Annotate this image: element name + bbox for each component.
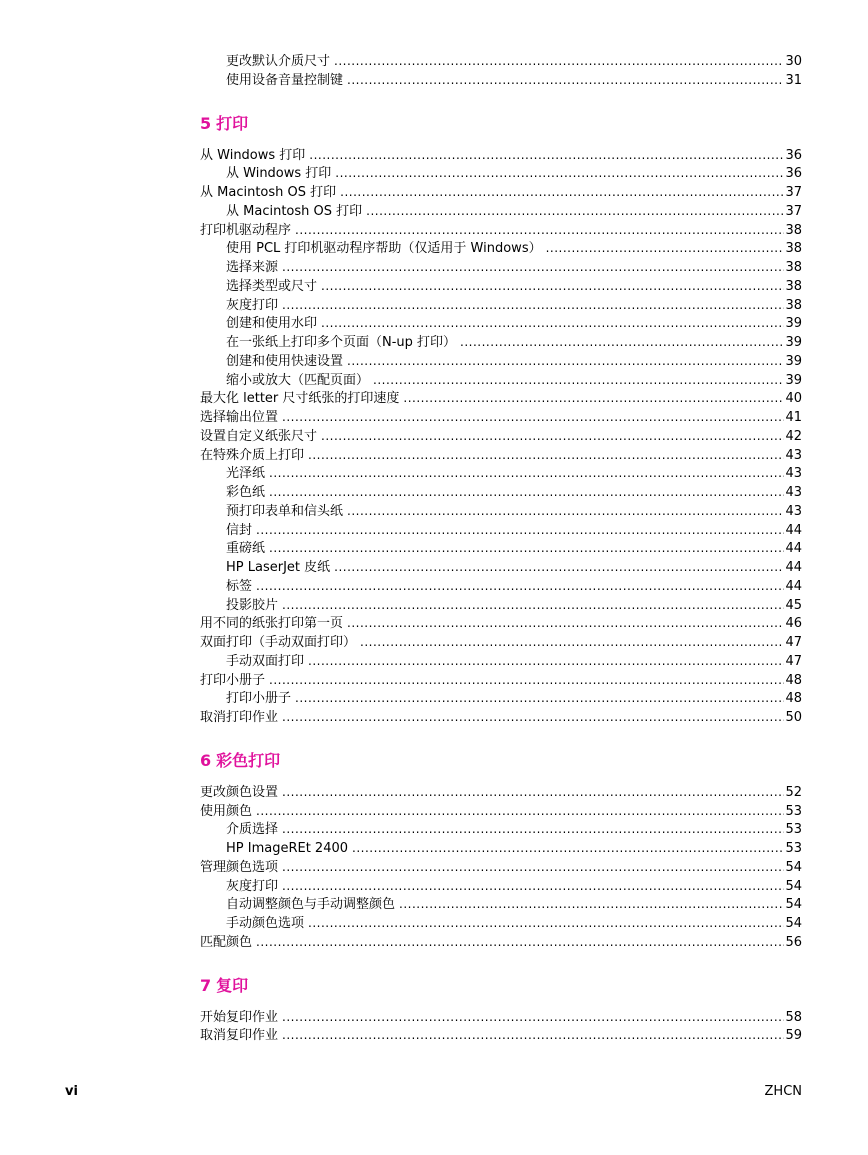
toc-entry[interactable] xyxy=(200,539,802,558)
toc-entry[interactable] xyxy=(200,446,802,465)
toc-entry-page: 39 xyxy=(785,353,802,369)
toc-entry-title: 手动双面打印 xyxy=(226,653,305,669)
dot-leader xyxy=(269,539,784,558)
toc-entry-page: 43 xyxy=(785,466,802,482)
toc-entry[interactable] xyxy=(200,146,802,165)
toc-entry-page: 53 xyxy=(785,822,802,838)
toc-entry-title: 灰度打印 xyxy=(226,297,279,313)
toc-entry-title: 投影胶片 xyxy=(226,597,279,613)
toc-entry-page: 39 xyxy=(785,335,802,350)
toc-entry-page: 38 xyxy=(785,297,802,313)
toc-entry-title: 最大化 letter 尺寸纸张的打印速度 xyxy=(200,391,400,407)
toc-entry[interactable] xyxy=(200,783,802,802)
toc-entry[interactable] xyxy=(200,633,802,652)
dot-leader xyxy=(282,596,784,615)
toc-entry[interactable] xyxy=(200,164,802,183)
toc-entry-title: 更改默认介质尺寸 xyxy=(226,54,331,69)
toc-entry[interactable] xyxy=(200,202,802,221)
toc-entry-page: 56 xyxy=(785,934,802,950)
dot-leader xyxy=(334,52,784,71)
toc-entry-page: 37 xyxy=(785,185,802,200)
dot-leader xyxy=(282,258,784,277)
toc-entry[interactable] xyxy=(200,1026,802,1045)
toc-entry-title: 缩小或放大（匹配页面） xyxy=(226,372,370,388)
toc-entry-page: 36 xyxy=(785,147,802,163)
toc-entry[interactable] xyxy=(200,502,802,521)
dot-leader xyxy=(269,671,784,690)
toc-entry[interactable] xyxy=(200,1008,802,1027)
toc-entry[interactable] xyxy=(200,914,802,933)
toc-entry-page: 54 xyxy=(785,916,802,931)
toc-entry-page: 38 xyxy=(785,222,802,238)
toc-entry-page: 53 xyxy=(785,803,802,819)
toc-entry[interactable] xyxy=(200,877,802,896)
toc-entry[interactable] xyxy=(200,183,802,202)
toc-entry[interactable] xyxy=(200,333,802,352)
toc-entry-page: 36 xyxy=(785,166,802,182)
toc-entry-title: 取消复印作业 xyxy=(200,1028,279,1044)
toc-entry[interactable] xyxy=(200,314,802,333)
dot-leader xyxy=(347,502,784,521)
toc-entry-title: 创建和使用快速设置 xyxy=(226,353,344,369)
toc-entry[interactable] xyxy=(200,708,802,727)
chapter-title: 彩色打印 xyxy=(216,750,281,770)
toc-entry-page: 47 xyxy=(785,635,802,650)
toc-entry-page: 39 xyxy=(785,372,802,388)
toc-entry-page: 45 xyxy=(785,597,802,613)
toc-entry-title: 用不同的纸张打印第一页 xyxy=(200,616,344,632)
toc-entry[interactable] xyxy=(200,933,802,952)
toc-entry-title: 创建和使用水印 xyxy=(226,316,318,332)
dot-leader xyxy=(282,408,784,427)
dot-leader xyxy=(403,389,784,408)
dot-leader xyxy=(399,895,784,914)
dot-leader xyxy=(282,877,784,896)
toc-entry-page: 54 xyxy=(785,859,802,875)
chapter-heading[interactable] xyxy=(200,976,802,995)
toc-entry-page: 40 xyxy=(785,391,802,407)
dot-leader xyxy=(340,183,784,202)
toc-entry-page: 38 xyxy=(785,278,802,294)
toc-entry-title: 从 Macintosh OS 打印 xyxy=(226,203,363,219)
dot-leader xyxy=(309,146,784,165)
toc-entry-title: 开始复印作业 xyxy=(200,1009,279,1025)
toc-entry-page: 38 xyxy=(785,260,802,275)
dot-leader xyxy=(308,446,784,465)
toc-entry[interactable] xyxy=(200,577,802,596)
toc-entry-page: 43 xyxy=(785,485,802,500)
toc-entry[interactable] xyxy=(200,427,802,446)
dot-leader xyxy=(295,689,784,708)
chapter-heading[interactable] xyxy=(200,751,802,770)
dot-leader xyxy=(321,427,784,446)
toc-entry-page: 37 xyxy=(785,203,802,219)
toc-entry-page: 43 xyxy=(785,447,802,463)
toc-entry-title: 选择来源 xyxy=(226,260,279,275)
toc-entry-page: 44 xyxy=(785,522,802,538)
toc-entry[interactable] xyxy=(200,839,802,858)
toc-entry-title: 灰度打印 xyxy=(226,878,279,894)
toc-entry-title: 使用颜色 xyxy=(200,803,253,819)
language-code: ZHCN xyxy=(764,1084,802,1099)
lead-entries xyxy=(200,52,802,90)
page-footer xyxy=(65,1083,802,1101)
toc-entry-page: 46 xyxy=(785,616,802,632)
toc-entry[interactable] xyxy=(200,52,802,71)
toc-entry[interactable] xyxy=(200,652,802,671)
toc-entry[interactable] xyxy=(200,820,802,839)
dot-leader xyxy=(282,1008,784,1027)
dot-leader xyxy=(347,614,784,633)
dot-leader xyxy=(269,483,784,502)
toc-entry[interactable] xyxy=(200,858,802,877)
toc-entry[interactable] xyxy=(200,558,802,577)
toc-entry-page: 58 xyxy=(785,1009,802,1025)
toc-entry-page: 50 xyxy=(785,710,802,725)
dot-leader xyxy=(256,933,784,952)
dot-leader xyxy=(256,521,784,540)
toc-entry-title: 选择输出位置 xyxy=(200,410,279,425)
dot-leader xyxy=(256,577,784,596)
toc-entry-page: 44 xyxy=(785,541,802,557)
toc-entry[interactable] xyxy=(200,895,802,914)
toc-entry-page: 54 xyxy=(785,878,802,894)
toc-entry[interactable] xyxy=(200,71,802,90)
dot-leader xyxy=(256,802,784,821)
toc-entry-title: 取消打印作业 xyxy=(200,710,279,725)
toc-entry-title: 彩色纸 xyxy=(226,485,266,500)
toc-entry-title: 信封 xyxy=(226,522,253,538)
toc-entry[interactable] xyxy=(200,239,802,258)
toc-entry-title: 匹配颜色 xyxy=(200,934,253,950)
dot-leader xyxy=(360,633,784,652)
toc-entry-title: 使用 PCL 打印机驱动程序帮助（仅适用于 Windows） xyxy=(226,241,542,257)
dot-leader xyxy=(308,914,784,933)
toc-entry-page: 42 xyxy=(785,428,802,444)
chapter-section xyxy=(200,751,802,952)
chapter-section xyxy=(200,976,802,1046)
toc-entry[interactable] xyxy=(200,521,802,540)
toc-entry-page: 43 xyxy=(785,503,802,519)
toc-entry-page: 41 xyxy=(785,410,802,425)
toc-entry-title: 标签 xyxy=(226,578,253,594)
table-of-contents xyxy=(200,52,802,1045)
toc-entry[interactable] xyxy=(200,408,802,427)
toc-entry-page: 52 xyxy=(785,784,802,800)
toc-entry[interactable] xyxy=(200,389,802,408)
toc-entry-title: 更改颜色设置 xyxy=(200,784,279,800)
page-number: vi xyxy=(65,1084,78,1099)
dot-leader xyxy=(546,239,785,258)
toc-entry-title: 双面打印（手动双面打印） xyxy=(200,635,357,650)
chapter-number: 6 xyxy=(200,750,212,770)
toc-entry-title: 从 Macintosh OS 打印 xyxy=(200,185,337,200)
dot-leader xyxy=(269,464,784,483)
chapter-number: 5 xyxy=(200,113,212,133)
toc-entry-title: 管理颜色选项 xyxy=(200,859,279,875)
dot-leader xyxy=(282,1026,784,1045)
dot-leader xyxy=(334,558,784,577)
dot-leader xyxy=(460,333,784,352)
toc-entry-title: 介质选择 xyxy=(226,822,279,838)
chapter-title: 复印 xyxy=(216,975,249,995)
toc-entry-title: 在一张纸上打印多个页面（N-up 打印） xyxy=(226,335,457,350)
toc-entry[interactable] xyxy=(200,352,802,371)
toc-entry-title: 从 Windows 打印 xyxy=(226,166,332,182)
dot-leader xyxy=(282,858,784,877)
dot-leader xyxy=(282,820,784,839)
toc-entry-title: HP LaserJet 皮纸 xyxy=(226,560,331,575)
chapter-number: 7 xyxy=(200,975,212,995)
toc-entry-page: 54 xyxy=(785,897,802,913)
toc-entry[interactable] xyxy=(200,464,802,483)
toc-entry-title: 选择类型或尺寸 xyxy=(226,278,318,294)
toc-entry[interactable] xyxy=(200,221,802,240)
toc-entry-title: 自动调整颜色与手动调整颜色 xyxy=(226,897,396,913)
chapter-title: 打印 xyxy=(216,113,249,133)
toc-entry[interactable] xyxy=(200,614,802,633)
toc-entry-page: 38 xyxy=(785,241,802,257)
toc-entry-title: 使用设备音量控制键 xyxy=(226,72,344,88)
toc-entry-page: 48 xyxy=(785,672,802,688)
toc-entry-title: 从 Windows 打印 xyxy=(200,147,306,163)
dot-leader xyxy=(295,221,784,240)
toc-entry-page: 30 xyxy=(785,54,802,69)
dot-leader xyxy=(308,652,784,671)
chapter-section xyxy=(200,114,802,727)
toc-entry[interactable] xyxy=(200,596,802,615)
toc-entry[interactable] xyxy=(200,371,802,390)
toc-entry-title: 设置自定义纸张尺寸 xyxy=(200,428,318,444)
dot-leader xyxy=(282,708,784,727)
toc-entry[interactable] xyxy=(200,277,802,296)
toc-entry-page: 47 xyxy=(785,653,802,669)
toc-entry-page: 44 xyxy=(785,560,802,575)
toc-entry[interactable] xyxy=(200,296,802,315)
toc-entry-page: 48 xyxy=(785,691,802,707)
toc-entry[interactable] xyxy=(200,258,802,277)
chapter-list xyxy=(200,114,802,1046)
dot-leader xyxy=(282,296,784,315)
toc-entry[interactable] xyxy=(200,671,802,690)
toc-entry-title: 在特殊介质上打印 xyxy=(200,447,305,463)
dot-leader xyxy=(347,352,784,371)
toc-entry-title: 重磅纸 xyxy=(226,541,266,557)
toc-entry-page: 39 xyxy=(785,316,802,332)
toc-entry-title: HP ImageREt 2400 xyxy=(226,841,349,856)
toc-entry[interactable] xyxy=(200,802,802,821)
dot-leader xyxy=(347,71,784,90)
toc-entry-page: 59 xyxy=(785,1028,802,1044)
toc-entry[interactable] xyxy=(200,483,802,502)
dot-leader xyxy=(282,783,784,802)
toc-entry-title: 手动颜色选项 xyxy=(226,916,305,931)
dot-leader xyxy=(373,371,784,390)
toc-entry[interactable] xyxy=(200,689,802,708)
toc-entry-title: 光泽纸 xyxy=(226,466,266,482)
toc-entry-title: 打印小册子 xyxy=(200,672,266,688)
toc-entry-title: 打印机驱动程序 xyxy=(200,222,292,238)
toc-entry-page: 53 xyxy=(785,841,802,856)
chapter-heading[interactable] xyxy=(200,114,802,133)
dot-leader xyxy=(321,314,784,333)
toc-entry-page: 44 xyxy=(785,578,802,594)
toc-entry-title: 预打印表单和信头纸 xyxy=(226,503,344,519)
dot-leader xyxy=(321,277,784,296)
dot-leader xyxy=(352,839,784,858)
dot-leader xyxy=(335,164,784,183)
dot-leader xyxy=(366,202,784,221)
toc-entry-title: 打印小册子 xyxy=(226,691,292,707)
toc-entry-page: 31 xyxy=(785,72,802,88)
